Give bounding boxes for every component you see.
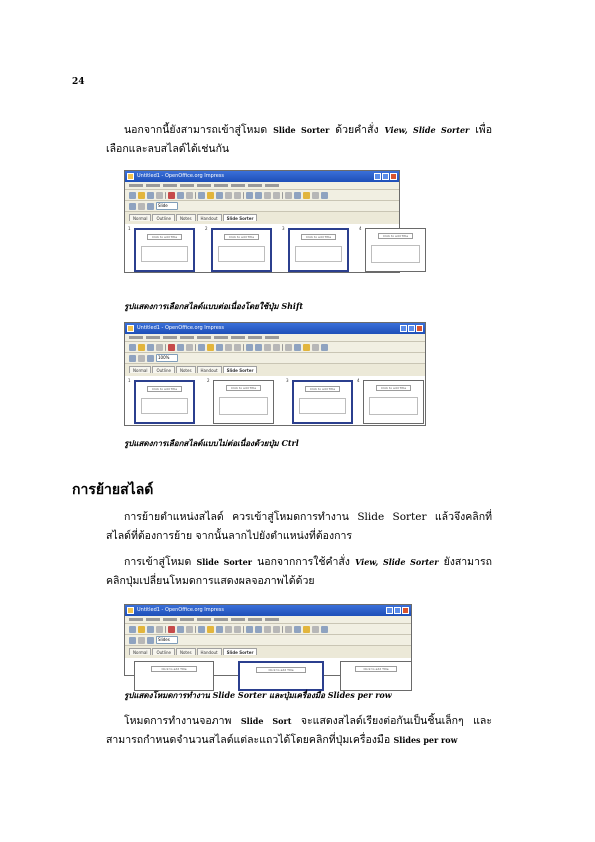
slide-sorter-canvas: 1 Click to add Title 2 Click to add Title 3 Click to add Title 4 Click to add Title: [125, 376, 425, 425]
slide-thumbnail: Click to add Title: [134, 661, 214, 691]
slide-thumbnail: Click to add Title: [213, 380, 274, 424]
slide-thumbnail: Click to add Title: [340, 661, 412, 691]
term-slide-sorter: Slide Sorter: [196, 557, 252, 567]
minimize-icon: [374, 173, 381, 180]
term-menu-command: View, Slide Sorter: [355, 557, 439, 567]
screenshot-ctrl-select: [124, 322, 426, 426]
slide-thumbnail: Click to add Title: [211, 228, 272, 272]
standard-toolbar: [125, 190, 399, 201]
maximize-icon: [394, 607, 401, 614]
tab-handout: Handout: [197, 214, 222, 221]
slide-sorter-toolbar: [125, 201, 399, 212]
screenshot-shift-select: [124, 170, 409, 273]
tab-normal: Normal: [129, 214, 151, 221]
close-icon: [402, 607, 409, 614]
tab-notes: Notes: [176, 648, 196, 655]
tab-slide-sorter: Slide Sorter: [223, 648, 258, 655]
window-titlebar: [125, 605, 411, 616]
slide-sorter-canvas: 1 Click to add Title 2 Click to add Title 3 Click to add Title 4 Click to add Title: [125, 224, 399, 272]
tab-handout: Handout: [197, 366, 222, 373]
slide-sorter-toolbar: [125, 635, 411, 646]
slide-thumbnail: Click to add Title: [134, 228, 195, 272]
menu-bar: [125, 334, 425, 342]
slide-thumbnail: Click to add Title: [288, 228, 349, 272]
menu-bar: [125, 182, 399, 190]
slide-sorter-canvas: [125, 658, 411, 675]
window-titlebar: [125, 171, 399, 182]
paragraph-text: ยังสามารถคลิกปุ่มเปลี่ยนโหมดการแสดงผลจอภาพได้ด้วย: [106, 556, 492, 587]
slide-thumbnail: Click to add Title: [365, 228, 426, 272]
screenshot-slides-per-row: [124, 604, 412, 676]
slides-per-row-combo: Slides: [156, 636, 178, 644]
paragraph-text: นอกจากการใช้คำสั่ง: [251, 556, 356, 568]
paragraph-text: โหมดการทำงานจอภาพ: [124, 715, 241, 727]
window-title: Untitled1 - OpenOffice.org Impress: [137, 607, 225, 613]
term-slide-sorter: Slide Sorter: [273, 125, 330, 135]
standard-toolbar: [125, 342, 425, 353]
term-menu-command: View, Slide Sorter: [384, 125, 470, 135]
close-icon: [390, 173, 397, 180]
tab-slide-sorter: Slide Sorter: [223, 366, 258, 373]
tab-normal: Normal: [129, 366, 151, 373]
tab-outline: Outline: [152, 648, 174, 655]
view-tabs: [125, 646, 411, 655]
tab-handout: Handout: [197, 648, 222, 655]
paragraph-text: เพื่อเลือกและลบสไลด์ได้เช่นกัน: [106, 124, 493, 155]
app-icon: [127, 607, 134, 614]
page-number: 24: [72, 77, 85, 87]
window-title: Untitled1 - OpenOffice.org Impress: [137, 325, 225, 331]
figure-caption: รูปแสดงโหมดการทำงาน Slide Sorter และปุ่มเครื่องมือ Slides per row: [124, 690, 392, 700]
window-title: Untitled1 - OpenOffice.org Impress: [137, 173, 225, 179]
maximize-icon: [382, 173, 389, 180]
tab-slide-sorter: Slide Sorter: [223, 214, 258, 221]
paragraph-text: นอกจากนี้ยังสามารถเข้าสู่โหมด: [124, 124, 274, 136]
menu-bar: [125, 616, 411, 624]
paragraph-slide-sort: [106, 712, 492, 750]
paragraph-text: จะแสดงสไลด์เรียงต่อกันเป็นชิ้นเล็กๆ และสามารถกำหนดจำนวนสไลด์แต่ละแถวได้โดยคลิกที่ปุ่มเครื่องมือ: [106, 715, 492, 746]
maximize-icon: [408, 325, 415, 332]
close-icon: [416, 325, 423, 332]
term-slide-sort: Slide Sort: [240, 716, 292, 726]
window-controls: [386, 607, 409, 614]
minimize-icon: [400, 325, 407, 332]
window-controls: [374, 173, 397, 180]
tab-notes: Notes: [176, 214, 196, 221]
minimize-icon: [386, 607, 393, 614]
app-icon: [127, 325, 134, 332]
paragraph-move-slide: [106, 508, 492, 546]
window-controls: [400, 325, 423, 332]
paragraph-intro: [106, 121, 492, 159]
zoom-combo: 100%: [156, 354, 178, 362]
slide-thumbnail: Click to add Title: [363, 380, 424, 424]
slide-thumbnail: Click to add Title: [292, 380, 353, 424]
paragraph-text: การเข้าสู่โหมด: [124, 556, 197, 568]
paragraph-text: การย้ายตำแหน่งสไลด์ ควรเข้าสู่โหมดการทำงาน Slide Sorter แล้วจึงคลิกที่สไลด์ที่ต้องการย้าย จากนั้นลากไปยังตำแหน่งที่ต้องการ: [106, 511, 492, 542]
slide-sorter-toolbar: [125, 353, 425, 364]
tab-notes: Notes: [176, 366, 196, 373]
paragraph-text: ด้วยคำสั่ง: [329, 124, 385, 136]
section-heading: การย้ายสไลด์: [72, 482, 154, 498]
term-slides-per-row: Slides per row: [393, 735, 458, 745]
tab-outline: Outline: [152, 214, 174, 221]
figure-caption: รูปแสดงการเลือกสไลด์แบบไม่ต่อเนื่องด้วยปุ่ม Ctrl: [124, 438, 299, 448]
view-tabs: [125, 364, 425, 373]
standard-toolbar: [125, 624, 411, 635]
slide-thumbnail: Click to add Title: [238, 661, 324, 691]
paragraph-switch-mode: [106, 553, 492, 591]
figure-caption: รูปแสดงการเลือกสไลด์แบบต่อเนื่องโดยใช้ปุ่ม Shift: [124, 301, 304, 311]
app-icon: [127, 173, 134, 180]
zoom-combo: Slide: [156, 202, 178, 210]
tab-outline: Outline: [152, 366, 174, 373]
tab-normal: Normal: [129, 648, 151, 655]
window-titlebar: [125, 323, 425, 334]
view-tabs: [125, 212, 399, 221]
slide-thumbnail: Click to add Title: [134, 380, 195, 424]
